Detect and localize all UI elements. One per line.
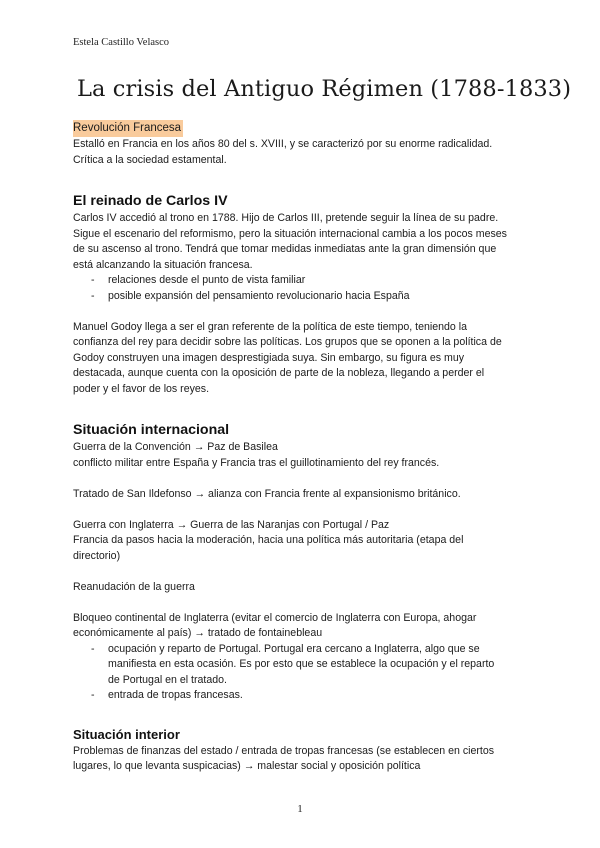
text-line: conflicto militar entre España y Francia tras el guillotinamiento del rey francés. <box>73 456 440 469</box>
text-line: Estalló en Francia en los años 80 del s. XVIII, y se caracterizó por su enorme radicalidad. <box>73 138 493 150</box>
text-line: económicamente al país) → tratado de fontainebleau <box>73 627 323 639</box>
text-line: Manuel Godoy llega a ser el gran referente de la política de este tiempo, teniendo la <box>73 320 467 333</box>
text-line: de su ascenso al trono. Tendrá que tomar medidas inmediatas ante la gran dimensión que <box>73 243 497 255</box>
highlighted-subheading: Revolución Francesa <box>73 120 183 137</box>
text-line: lugares, lo que levanta suspicacias) → malestar social y oposición política <box>73 760 421 772</box>
text-line: destacada, aunque cuenta con la oposición de parte de la nobleza, llegando a perder el <box>73 367 485 379</box>
text-line: Crítica a la sociedad estamental. <box>73 153 227 166</box>
section-heading: Situación interior <box>73 726 180 742</box>
text-line: confianza del rey para decidir sobre las políticas. Los grupos que se oponen a la política de <box>73 336 502 348</box>
section-carlos-iv <box>73 192 543 397</box>
text-line: Godoy construyen una imagen desprestigiada suya. Sin embargo, su figura es muy <box>73 351 465 364</box>
page-number: 1 <box>297 803 303 815</box>
list-item: - entrada de tropas francesas. <box>73 688 543 704</box>
text-line: Francia da pasos hacia la moderación, hacia una política más autoritaria (etapa del <box>73 534 464 546</box>
text-line: está alcanzando la situación francesa. <box>73 258 253 271</box>
section-heading: Situación internacional <box>73 422 230 438</box>
text-line: directorio) <box>73 549 121 562</box>
text-line: Carlos IV accedió al trono en 1788. Hijo de Carlos III, pretende seguir la línea de su padre. <box>73 212 499 224</box>
section-internacional <box>73 421 543 704</box>
text-line: Bloqueo continental de Inglaterra (evitar el comercio de Inglaterra con Europa, ahogar <box>73 611 477 624</box>
document-body <box>73 120 543 775</box>
bullet-list <box>73 273 543 304</box>
list-item-line: de Portugal en el tratado. <box>108 673 227 686</box>
bullet-list <box>73 642 543 704</box>
list-item-line: ocupación y reparto de Portugal. Portugal era cercano a Inglaterra, algo que se <box>108 642 480 655</box>
list-item-line: manifiesta en esta ocasión. Es por esto que se establece la ocupación y el reparto <box>108 658 495 670</box>
text-line: poder y el favor de los reyes. <box>73 382 210 395</box>
list-item: - posible expansión del pensamiento revolucionario hacia España <box>73 289 543 305</box>
text-line: Reanudación de la guerra <box>73 580 195 593</box>
text-line: Problemas de finanzas del estado / entrada de tropas francesas (se establecen en ciertos <box>73 744 495 757</box>
list-item <box>73 642 543 689</box>
text-line: Guerra de la Convención → Paz de Basilea <box>73 441 278 453</box>
page-title: La crisis del Antiguo Régimen (1788-1833) <box>77 76 572 102</box>
author-name: Estela Castillo Velasco <box>73 37 170 48</box>
section-revolucion <box>73 120 543 168</box>
section-interior <box>73 726 543 775</box>
text-line: Tratado de San Ildefonso → alianza con Francia frente al expansionismo británico. <box>73 487 461 500</box>
text-line: Sigue el escenario del reformismo, pero la situación internacional cambia a los pocos meses <box>73 227 507 240</box>
list-item: - relaciones desde el punto de vista familiar <box>73 273 543 289</box>
text-line: Guerra con Inglaterra → Guerra de las Naranjas con Portugal / Paz <box>73 518 390 531</box>
section-heading: El reinado de Carlos IV <box>73 193 228 209</box>
